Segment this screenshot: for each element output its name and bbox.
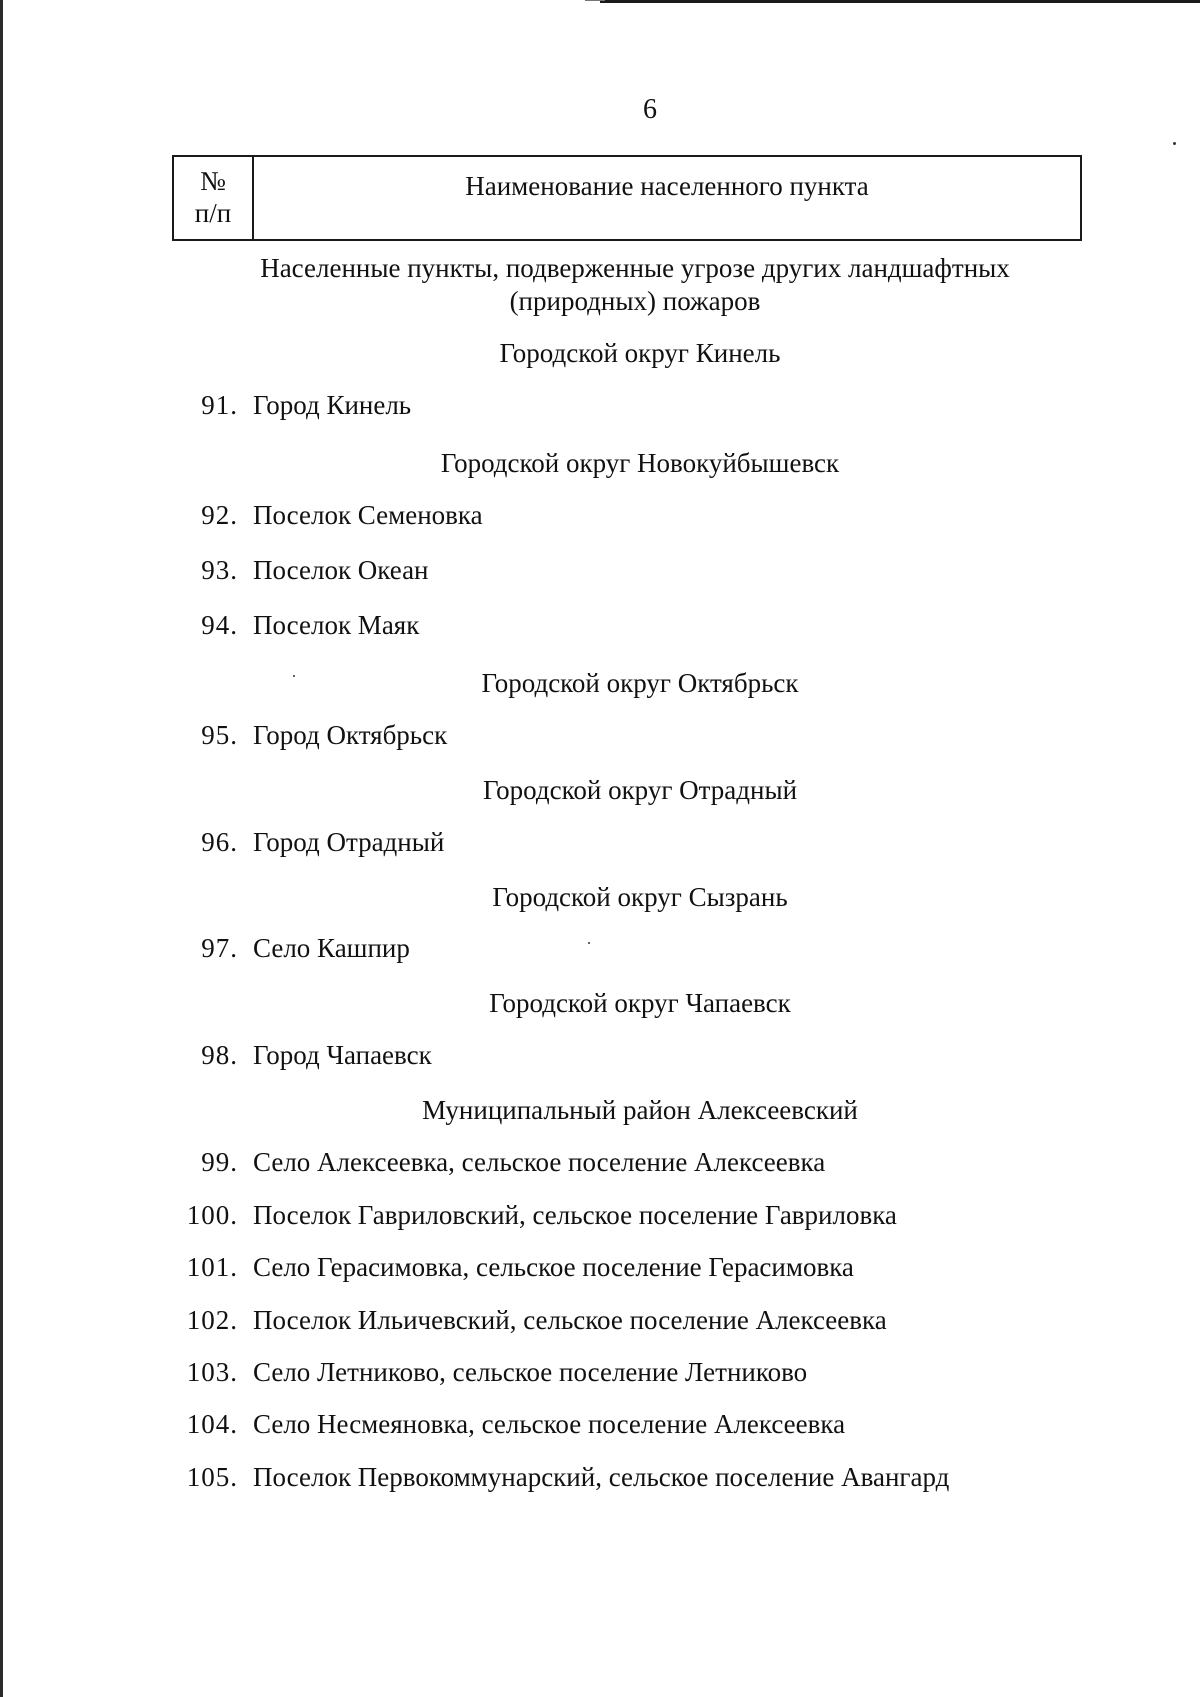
entry-number: 104. — [186, 1409, 238, 1439]
district-heading: Городской округ Сызрань — [492, 882, 788, 912]
page-number: 6 — [643, 94, 657, 125]
district-heading: Городской округ Октябрьск — [481, 668, 799, 698]
list-item — [0, 1252, 1200, 1286]
scan-speck — [293, 675, 295, 677]
list-item — [0, 720, 1200, 754]
entry-number: 94. — [201, 610, 238, 640]
list-item — [0, 555, 1200, 589]
entry-number: 93. — [201, 555, 238, 585]
table-header — [172, 155, 1082, 241]
entry-number: 95. — [201, 720, 238, 750]
entry-name: Город Чапаевск — [253, 1040, 432, 1070]
list-item — [0, 1200, 1200, 1234]
entry-name: Поселок Первокоммунарский, сельское поселение Авангард — [253, 1462, 950, 1492]
entry-name: Город Октябрьск — [253, 720, 448, 750]
list-item — [0, 610, 1200, 644]
entry-number: 97. — [201, 933, 238, 963]
column-header-name-label: Наименование населенного пункта — [465, 171, 869, 201]
entry-number: 103. — [186, 1357, 238, 1387]
entry-number: 96. — [201, 827, 238, 857]
column-header-number — [173, 156, 253, 240]
entry-name: Поселок Ильичевский, сельское поселение Алексеевка — [253, 1305, 887, 1335]
district-heading: Городской округ Новокуйбышевск — [440, 448, 840, 478]
entry-number: 91. — [201, 390, 238, 420]
entry-name: Село Кашпир — [253, 933, 410, 963]
entry-name: Поселок Семеновка — [253, 500, 483, 530]
list-item — [0, 1462, 1200, 1496]
column-header-name — [253, 156, 1081, 240]
entry-name: Поселок Маяк — [253, 610, 420, 640]
entry-number: 102. — [186, 1305, 238, 1335]
list-item — [0, 1147, 1200, 1181]
list-item — [0, 1409, 1200, 1443]
list-item — [0, 500, 1200, 534]
scan-top-edge-line — [600, 0, 1200, 3]
entry-number: 100. — [186, 1200, 238, 1230]
column-header-number-label: № п/п — [194, 166, 232, 228]
list-item — [0, 1357, 1200, 1391]
entry-number: 105. — [186, 1462, 238, 1492]
entry-number: 101. — [186, 1252, 238, 1282]
list-item — [0, 1305, 1200, 1339]
list-item — [0, 933, 1200, 967]
district-heading: Городской округ Отрадный — [482, 775, 798, 805]
entry-name: Село Алексеевка, сельское поселение Алексеевка — [253, 1147, 826, 1177]
scan-speck — [1173, 142, 1176, 145]
entry-name: Поселок Океан — [253, 555, 429, 585]
entry-name: Город Отрадный — [253, 827, 445, 857]
section-title: Населенные пункты, подверженные угрозе других ландшафтных (природных) пожаров — [260, 253, 1010, 316]
entry-name: Город Кинель — [253, 390, 412, 420]
list-item — [0, 1040, 1200, 1074]
district-heading: Муниципальный район Алексеевский — [422, 1095, 858, 1125]
entry-name: Село Несмеяновка, сельское поселение Алексеевка — [253, 1409, 846, 1439]
scan-top-edge-mark — [585, 0, 605, 1]
list-item — [0, 390, 1200, 424]
district-heading: Городской округ Чапаевск — [489, 988, 791, 1018]
entry-name: Село Герасимовка, сельское поселение Герасимовка — [253, 1252, 854, 1282]
entry-name: Село Летниково, сельское поселение Летниково — [253, 1357, 808, 1387]
entry-number: 99. — [201, 1147, 238, 1177]
entry-number: 98. — [201, 1040, 238, 1070]
entry-name: Поселок Гавриловский, сельское поселение Гавриловка — [253, 1200, 897, 1230]
entry-number: 92. — [201, 500, 238, 530]
district-heading: Городской округ Кинель — [499, 338, 781, 368]
list-item — [0, 827, 1200, 861]
